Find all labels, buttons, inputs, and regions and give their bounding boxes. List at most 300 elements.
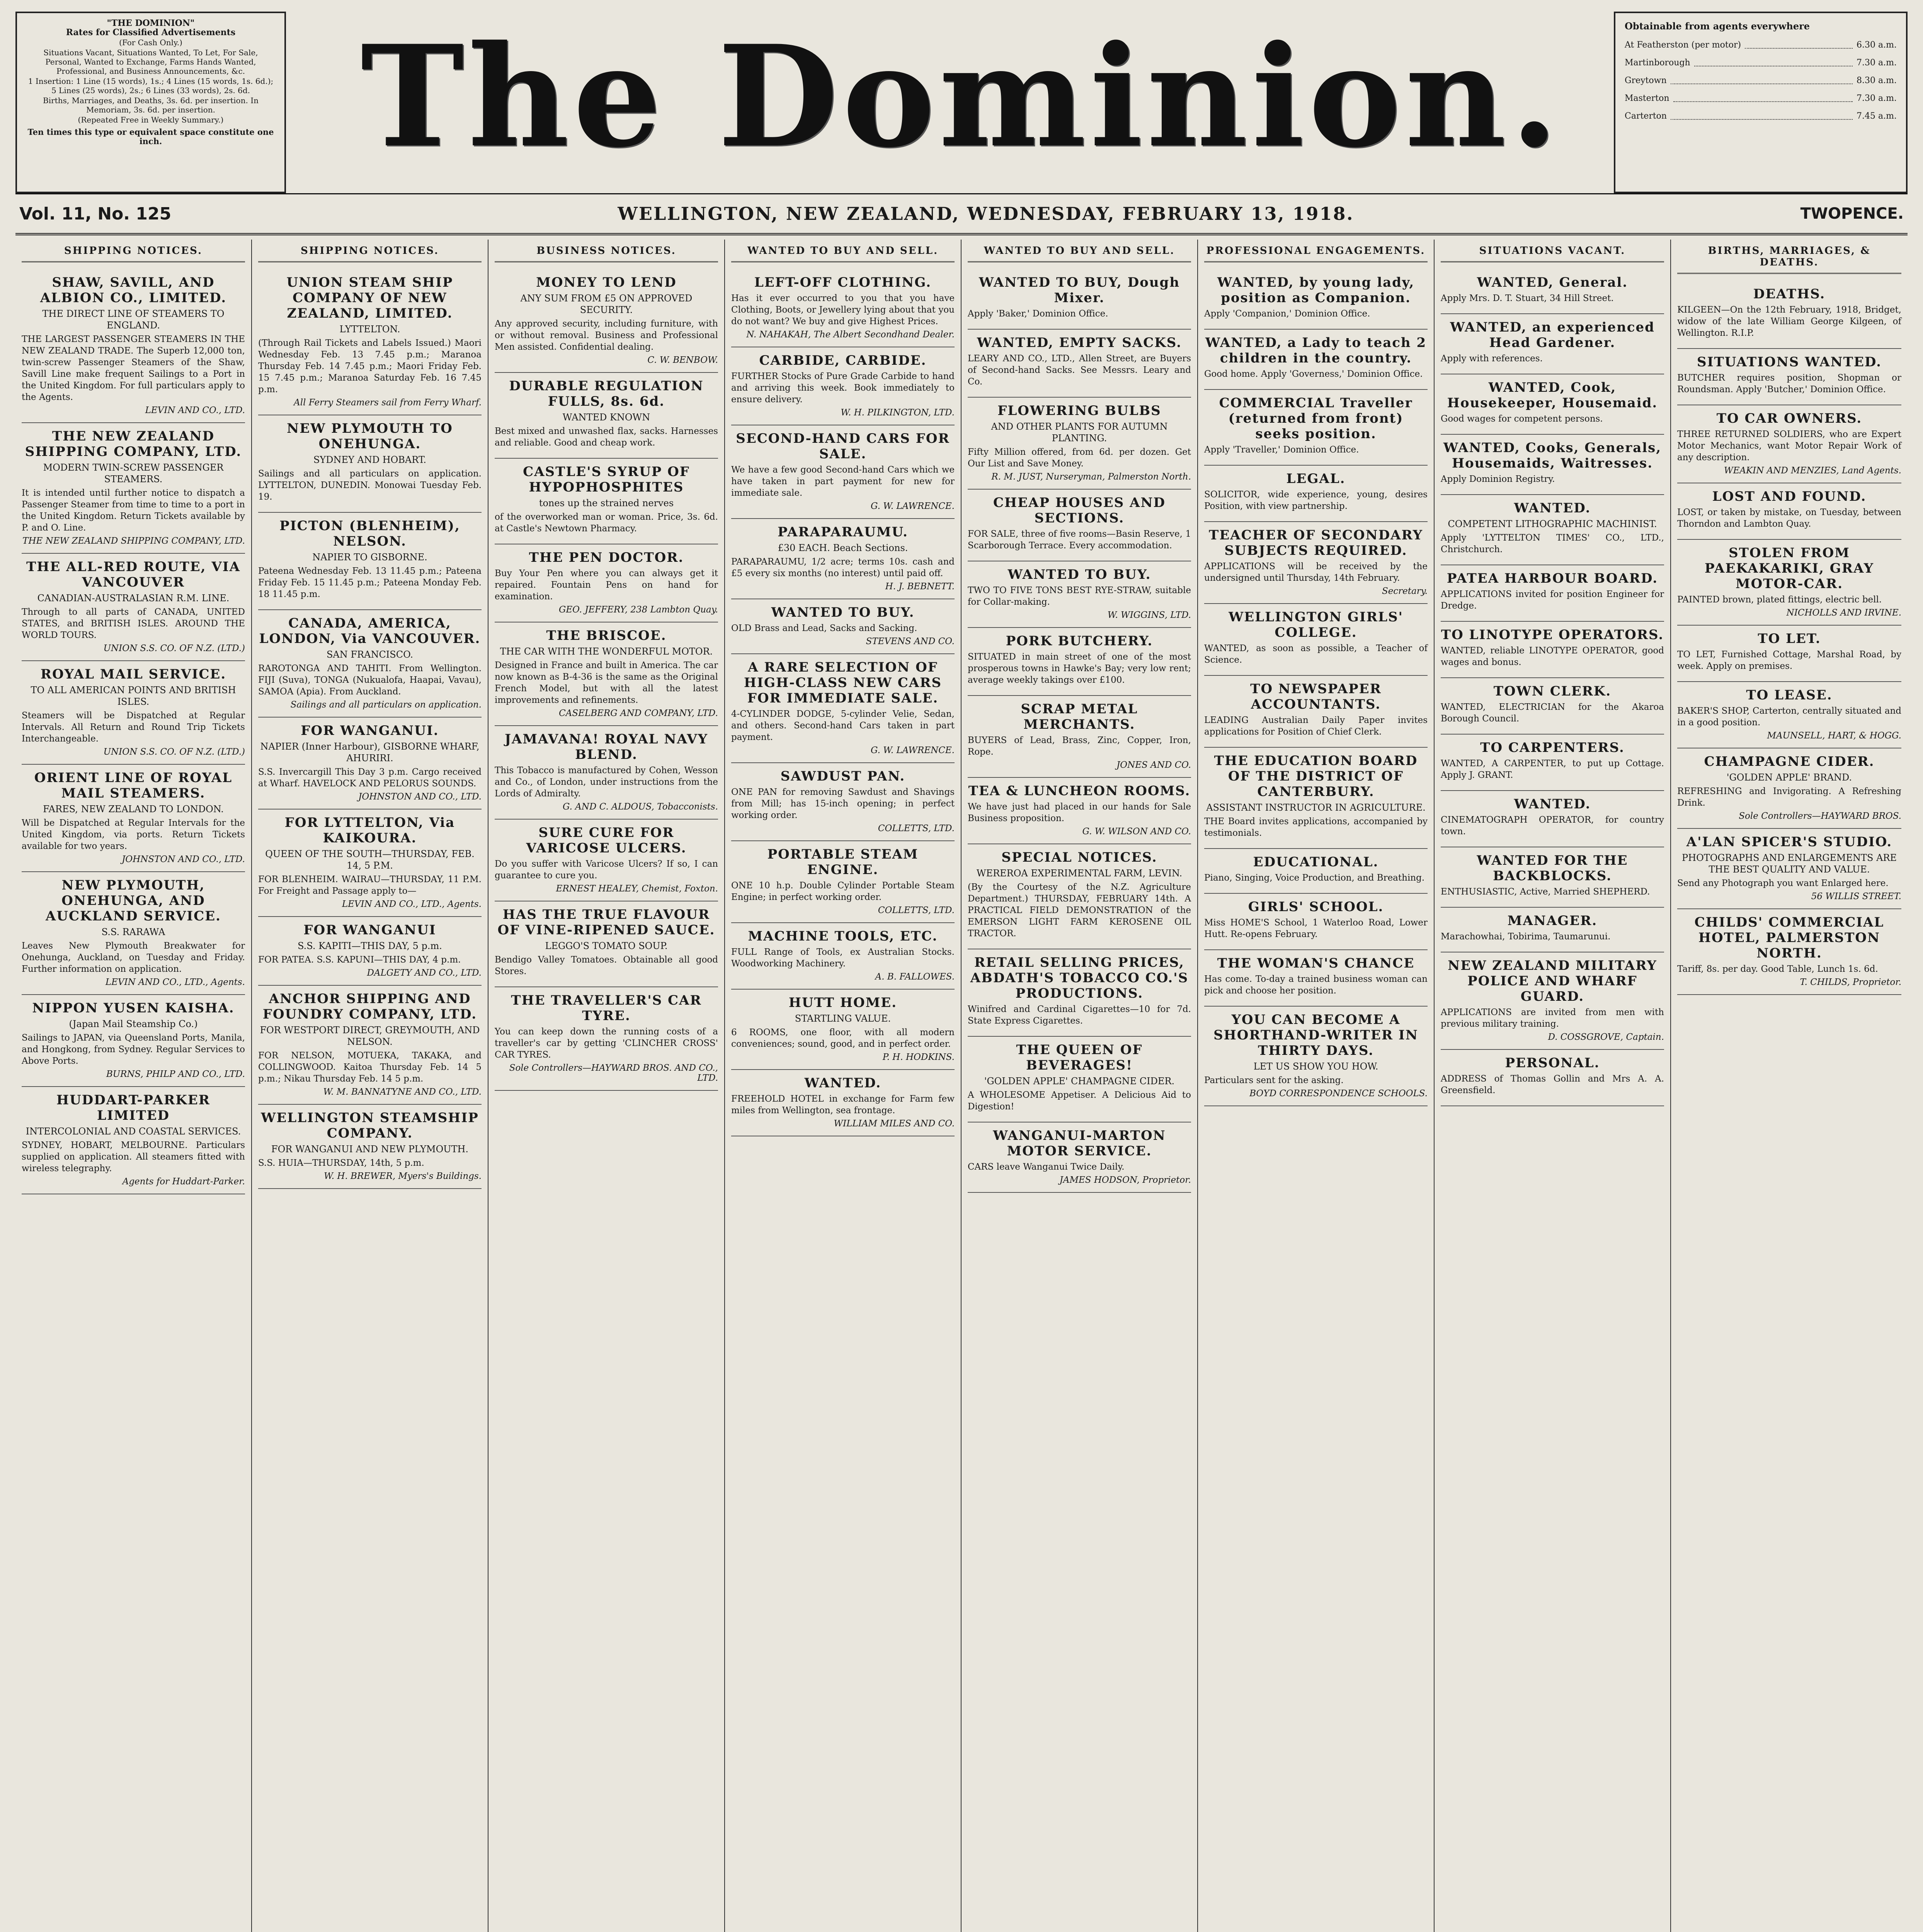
ad-body: APPLICATIONS are invited from men with previous military training. — [1441, 1007, 1664, 1029]
advertisement — [1677, 540, 1901, 626]
advertisement — [731, 519, 955, 599]
ad-subtitle: ASSISTANT INSTRUCTOR IN AGRICULTURE. — [1206, 802, 1426, 813]
advertisement — [1204, 849, 1428, 894]
ad-body: ADDRESS of Thomas Gollin and Mrs A. A. Greensfield. — [1441, 1074, 1664, 1095]
ad-body: Will be Dispatched at Regular Intervals for the United Kingdom, via ports. Return Tickets available for two years. — [22, 818, 245, 851]
ad-body: WANTED, A CARPENTER, to put up Cottage. Apply J. GRANT. — [1441, 759, 1664, 780]
ad-body: (By the Courtesy of the N.Z. Agriculture Department.) THURSDAY, FEBRUARY 14th. A PRACTICAL FIELD DEMONSTRATION of the EMERSON LIGHT FARM KEROSENE OIL TRACTOR. — [968, 882, 1191, 939]
advertisement — [1441, 269, 1664, 314]
ad-body: RAROTONGA AND TAHITI. From Wellington. FIJI (Suva), TONGA (Nukualofa, Haapai, Vavau), SAMOA (Apia). From Auckland. — [258, 663, 482, 697]
advertisement — [22, 995, 245, 1087]
advertisement — [258, 917, 482, 986]
agent-row: Masterton 7.30 a.m. — [1625, 90, 1897, 107]
ad-body: (Through Rail Tickets and Labels Issued.) Maori Wednesday Feb. 13 7.45 p.m.; Maranoa Thursday Feb. 14 7.45 p.m.; Maori Friday Feb. 15 7.45 p.m.; Maranoa Saturday Feb. 16 7.45 p.m. — [258, 338, 482, 395]
advertisement — [1677, 829, 1901, 909]
ad-body: Has come. To-day a trained business woman can pick and choose her position. — [1204, 974, 1428, 996]
ad-body: CARS leave Wanganui Twice Daily. — [968, 1162, 1125, 1172]
advertisement — [731, 841, 955, 923]
ad-title: ORIENT LINE OF ROYAL MAIL STEAMERS. — [34, 770, 233, 801]
advertisement — [495, 373, 718, 459]
advertisement — [258, 810, 482, 917]
ad-title: DURABLE REGULATION FULLS, 8s. 6d. — [509, 378, 704, 409]
ad-signature: Sailings and all particulars on application. — [290, 700, 482, 710]
ad-body: Good home. Apply 'Governess,' Dominion Office. — [1204, 369, 1423, 379]
ad-body: S.S. Invercargill This Day 3 p.m. Cargo received at Wharf. HAVELOCK AND PELORUS SOUNDS. — [258, 767, 482, 789]
ad-signature: DALGETY AND CO., LTD. — [367, 968, 482, 978]
advertisement — [731, 425, 955, 519]
ad-title: CASTLE'S SYRUP OF HYPOPHOSPHITES — [523, 464, 690, 495]
advertisement — [258, 415, 482, 513]
ad-title: UNION STEAM SHIP COMPANY OF NEW ZEALAND, LIMITED. — [286, 275, 453, 321]
rates-tail: Ten times this type or equivalent space constitute one inch. — [27, 127, 274, 146]
ad-body: Sailings to JAPAN, via Queensland Ports, Manila, and Hongkong, from Sydney. Regular Services to Above Ports. — [22, 1033, 245, 1066]
ad-signature: LEVIN AND CO., LTD., Agents. — [105, 977, 245, 987]
column-4 — [725, 240, 962, 1932]
ad-subtitle: S.S. KAPITI—THIS DAY, 5 p.m. — [298, 940, 442, 951]
ad-title: THE BRISCOE. — [546, 628, 667, 643]
ad-title: MANAGER. — [1507, 913, 1598, 929]
column-heading: WANTED TO BUY AND SELL. — [968, 240, 1191, 262]
advertisement — [1204, 1007, 1428, 1106]
advertisement — [968, 561, 1191, 628]
column-1 — [15, 240, 252, 1932]
advertisement — [731, 269, 955, 347]
ad-title: ANCHOR SHIPPING AND FOUNDRY COMPANY, LTD. — [262, 991, 477, 1022]
advertisement — [1441, 791, 1664, 847]
ad-signature: W. H. PILKINGTON, LTD. — [841, 408, 955, 418]
rates-line: Situations Vacant, Situations Wanted, To Let, For Sale, Personal, Wanted to Exchange, Farms Hands Wanted, Professional, and Business Announcements, &c. — [43, 48, 258, 76]
ad-signature: Agents for Huddart-Parker. — [122, 1177, 245, 1187]
ad-body: Winifred and Cardinal Cigarettes—10 for 7d. State Express Cigarettes. — [968, 1004, 1191, 1026]
ad-body: Piano, Singing, Voice Production, and Breathing. — [1204, 873, 1425, 883]
ad-signature: STEVENS AND CO. — [866, 636, 955, 646]
advertisement — [1441, 735, 1664, 791]
ad-title: WANTED. — [804, 1075, 882, 1091]
ad-title: THE NEW ZEALAND SHIPPING COMPANY, LTD. — [25, 429, 242, 459]
ad-title: STOLEN FROM PAEKAKARIKI, GRAY MOTOR-CAR. — [1704, 545, 1874, 592]
advertisement — [22, 423, 245, 554]
column-7 — [1435, 240, 1671, 1932]
rates-heading: "THE DOMINION" — [107, 18, 195, 28]
column-3 — [488, 240, 725, 1932]
ad-title: FOR WANGANUI. — [301, 723, 439, 738]
ad-title: THE TRAVELLER'S CAR TYRE. — [511, 993, 702, 1024]
ad-body: ONE PAN for removing Sawdust and Shavings from Mill; has 15-inch opening; in perfect working order. — [731, 787, 955, 820]
ad-body: We have a few good Second-hand Cars which we have taken in part payment for new for immediate sale. — [731, 465, 955, 498]
ad-body: WANTED, ELECTRICIAN for the Akaroa Borough Council. — [1441, 702, 1664, 724]
ad-title: WANTED TO BUY, Dough Mixer. — [979, 275, 1180, 306]
ad-signature: D. COSSGROVE, Captain. — [1548, 1032, 1664, 1042]
ad-title: LEGAL. — [1286, 471, 1346, 486]
ad-subtitle: tones up the strained nerves — [539, 498, 674, 509]
ad-title: RETAIL SELLING PRICES, ABDATH'S TOBACCO CO.'S PRODUCTIONS. — [970, 955, 1189, 1001]
ad-title: CARBIDE, CARBIDE. — [759, 353, 927, 368]
ad-subtitle: STARTLING VALUE. — [795, 1013, 891, 1024]
column-heading: WANTED TO BUY AND SELL. — [731, 240, 955, 262]
ad-subtitle: LYTTELTON. — [339, 324, 400, 335]
ad-title: TOWN CLERK. — [1493, 684, 1612, 699]
ad-body: ONE 10 h.p. Double Cylinder Portable Steam Engine; in perfect working order. — [731, 881, 955, 902]
advertisement — [731, 990, 955, 1070]
advertisement — [1204, 748, 1428, 849]
advertisement — [22, 872, 245, 995]
advertisement — [1441, 435, 1664, 495]
ad-title: NIPPON YUSEN KAISHA. — [32, 1000, 235, 1016]
ad-signature: G. W. WILSON AND CO. — [1082, 827, 1191, 837]
advertisement — [1204, 330, 1428, 390]
advertisement — [258, 513, 482, 610]
ad-title: WANTED, a Lady to teach 2 children in the country. — [1205, 335, 1427, 366]
ad-title: WANTED, Cook, Housekeeper, Housemaid. — [1447, 380, 1658, 411]
ad-body: 4-CYLINDER DODGE, 5-cylinder Velie, Sedan, and others. Second-hand Cars taken in part payment. — [731, 709, 955, 742]
ad-title: JAMAVANA! ROYAL NAVY BLEND. — [504, 731, 708, 762]
ad-subtitle: SYDNEY AND HOBART. — [313, 454, 427, 465]
ad-body: FOR SALE, three of five rooms—Basin Reserve, 1 Scarborough Terrace. Every accommodation. — [968, 529, 1191, 551]
ad-signature: Sole Controllers—HAYWARD BROS. AND CO., LTD. — [509, 1063, 718, 1083]
ad-signature: COLLETTS, LTD. — [878, 823, 955, 833]
ad-body: LEADING Australian Daily Paper invites applications for Position of Chief Clerk. — [1204, 715, 1428, 737]
advertisement — [1441, 374, 1664, 435]
ad-signature: JOHNSTON AND CO., LTD. — [358, 792, 482, 802]
ad-body: Has it ever occurred to you that you have Clothing, Boots, or Jewellery lying about that you do not want? We buy and give Highest Prices. — [731, 293, 955, 327]
advertisement — [968, 1037, 1191, 1122]
ad-title: PORTABLE STEAM ENGINE. — [767, 847, 919, 878]
ad-title: SAWDUST PAN. — [780, 769, 905, 784]
advertisement — [1204, 522, 1428, 604]
advertisement — [1204, 950, 1428, 1007]
ad-body: We have just had placed in our hands for Sale Business proposition. — [968, 802, 1191, 823]
agent-row: Greytown 8.30 a.m. — [1625, 72, 1897, 90]
ad-body: It is intended until further notice to dispatch a Passenger Steamer from time to time to a port in the United Kingdom. Return Tickets available by P. and O. Line. — [22, 488, 245, 533]
ad-title: LEFT-OFF CLOTHING. — [754, 275, 932, 290]
ad-signature: WEAKIN AND MENZIES, Land Agents. — [1724, 466, 1901, 476]
ad-body: Apply with references. — [1441, 354, 1543, 364]
ad-body: TO LET, Furnished Cottage, Marshal Road, by week. Apply on premises. — [1677, 650, 1901, 671]
ad-body: FOR PATEA. S.S. KAPUNI—THIS DAY, 4 p.m. — [258, 955, 461, 965]
rates-subheading: Rates for Classified Advertisements — [66, 27, 236, 37]
dateline-bar — [15, 193, 1908, 235]
ad-title: FLOWERING BULBS — [997, 403, 1161, 418]
ad-title: SURE CURE FOR VARICOSE ULCERS. — [526, 825, 687, 856]
column-2 — [252, 240, 488, 1932]
column-heading: SHIPPING NOTICES. — [22, 240, 245, 262]
advertisement — [22, 554, 245, 661]
column-heading: BIRTHS, MARRIAGES, & DEATHS. — [1677, 240, 1901, 274]
ad-title: TO LINOTYPE OPERATORS. — [1441, 627, 1664, 643]
ad-subtitle: 'GOLDEN APPLE' CHAMPAGNE CIDER. — [984, 1076, 1175, 1087]
ad-title: THE EDUCATION BOARD OF THE DISTRICT OF CANTERBURY. — [1214, 753, 1418, 799]
ad-subtitle: WEREROA EXPERIMENTAL FARM, LEVIN. — [976, 868, 1183, 879]
dateline: WELLINGTON, NEW ZEALAND, WEDNESDAY, FEBRUARY 13, 1918. — [618, 203, 1354, 224]
advertisement — [1441, 565, 1664, 622]
ad-body: WANTED, reliable LINOTYPE OPERATOR, good wages and bonus. — [1441, 646, 1664, 667]
ad-title: SPECIAL NOTICES. — [1001, 850, 1157, 865]
ad-subtitle: INTERCOLONIAL AND COASTAL SERVICES. — [26, 1126, 241, 1137]
ad-signature: JAMES HODSON, Proprietor. — [1059, 1175, 1191, 1185]
ad-body: A WHOLESOME Appetiser. A Delicious Aid to Digestion! — [968, 1090, 1191, 1112]
advertisement — [1677, 626, 1901, 682]
advertisement — [968, 844, 1191, 949]
advertisement — [22, 661, 245, 765]
advertisement — [1677, 405, 1901, 483]
ad-title: THE PEN DOCTOR. — [529, 550, 684, 565]
ad-signature: W. H. BREWER, Myers's Buildings. — [324, 1171, 482, 1181]
column-8 — [1671, 240, 1908, 1932]
ad-body: S.S. HUIA—THURSDAY, 14th, 5 p.m. — [258, 1158, 424, 1168]
ad-body: Steamers will be Dispatched at Regular Intervals. All Return and Round Trip Tickets Interchangeable. — [22, 711, 245, 744]
ad-signature: CASELBERG AND COMPANY, LTD. — [559, 708, 718, 718]
advertisement — [495, 726, 718, 820]
ad-title: PARAPARAUMU. — [778, 524, 908, 540]
ad-title: FOR WANGANUI — [303, 922, 436, 938]
ad-subtitle: TO ALL AMERICAN POINTS AND BRITISH ISLES. — [31, 685, 236, 707]
ad-subtitle: 'GOLDEN APPLE' BRAND. — [1726, 772, 1852, 783]
ad-title: CHAMPAGNE CIDER. — [1704, 754, 1875, 769]
ad-body: THE LARGEST PASSENGER STEAMERS IN THE NEW ZEALAND TRADE. The Superb 12,000 ton, twin-screw Passenger Steamers of the Shaw, Savill Line make frequent Sailings to a Port in the United Kingdom. For full particulars apply to the Agents. — [22, 334, 245, 402]
ad-signature: THE NEW ZEALAND SHIPPING COMPANY, LTD. — [22, 536, 245, 546]
ad-signature: Secretary. — [1382, 586, 1428, 596]
ad-signature: W. WIGGINS, LTD. — [1107, 610, 1191, 620]
ad-subtitle: NAPIER TO GISBORNE. — [312, 552, 427, 563]
ad-signature: 56 WILLIS STREET. — [1811, 891, 1901, 901]
ad-subtitle: AND OTHER PLANTS FOR AUTUMN PLANTING. — [991, 421, 1168, 444]
columns-grid — [15, 240, 1908, 1932]
ad-body: ENTHUSIASTIC, Active, Married SHEPHERD. — [1441, 887, 1650, 897]
ad-body: LEARY AND CO., LTD., Allen Street, are Buyers of Second-hand Sacks. See Messrs. Leary and Co. — [968, 354, 1191, 387]
ad-signature: JONES AND CO. — [1116, 760, 1191, 770]
advertisement — [1441, 952, 1664, 1050]
ad-signature: WILLIAM MILES AND CO. — [834, 1119, 955, 1129]
ad-body: BUYERS of Lead, Brass, Zinc, Copper, Iron, Rope. — [968, 735, 1191, 757]
ad-signature: Sole Controllers—HAYWARD BROS. — [1739, 811, 1901, 821]
ad-body: SOLICITOR, wide experience, young, desires Position, with view partnership. — [1204, 490, 1428, 511]
ad-title: MONEY TO LEND — [536, 275, 677, 290]
ad-body: This Tobacco is manufactured by Cohen, Wesson and Co., of London, under instructions from the Lords of Admiralty. — [495, 765, 718, 799]
ad-title: WANTED, General. — [1477, 275, 1628, 290]
advertisement — [731, 763, 955, 841]
ad-body: TWO TO FIVE TONS BEST RYE-STRAW, suitable for Collar-making. — [968, 585, 1191, 607]
ad-title: WANTED FOR THE BACKBLOCKS. — [1477, 853, 1628, 884]
ad-subtitle: MODERN TWIN-SCREW PASSENGER STEAMERS. — [43, 462, 224, 485]
ad-body: KILGEEN—On the 12th February, 1918, Bridget, widow of the late William George Kilgeen, of Wellington. R.I.P. — [1677, 305, 1901, 338]
ad-signature: A. B. FALLOWES. — [875, 972, 955, 982]
ad-title: NEW PLYMOUTH TO ONEHUNGA. — [287, 421, 453, 452]
advertisement — [1677, 682, 1901, 748]
ad-body: Apply 'Companion,' Dominion Office. — [1204, 309, 1370, 319]
advertisement — [258, 1105, 482, 1189]
ad-title: PORK BUTCHERY. — [1006, 633, 1153, 649]
ad-title: GIRLS' SCHOOL. — [1248, 899, 1384, 915]
advertisement — [731, 599, 955, 654]
agents-box — [1614, 12, 1908, 193]
ad-signature: ERNEST HEALEY, Chemist, Foxton. — [556, 884, 718, 894]
agents-heading: Obtainable from agents everywhere — [1625, 20, 1810, 32]
advertisement — [1677, 483, 1901, 540]
ad-body: Good wages for competent persons. — [1441, 414, 1603, 424]
ad-title: THE QUEEN OF BEVERAGES! — [1016, 1042, 1143, 1073]
ad-subtitle: £30 EACH. Beach Sections. — [778, 543, 908, 553]
ad-signature: G. W. LAWRENCE. — [871, 501, 955, 511]
ad-title: WANGANUI-MARTON MOTOR SERVICE. — [993, 1128, 1166, 1159]
ad-title: EDUCATIONAL. — [1253, 854, 1379, 870]
advertisement — [968, 949, 1191, 1037]
column-heading: SITUATIONS VACANT. — [1441, 240, 1664, 262]
ad-body: FREEHOLD HOTEL in exchange for Farm few miles from Wellington, sea frontage. — [731, 1094, 955, 1116]
ad-subtitle: PHOTOGRAPHS AND ENLARGEMENTS ARE THE BEST QUALITY AND VALUE. — [1681, 852, 1897, 875]
advertisement — [1441, 622, 1664, 678]
ad-subtitle: THE CAR WITH THE WONDERFUL MOTOR. — [500, 646, 713, 657]
ad-title: A RARE SELECTION OF HIGH-CLASS NEW CARS FOR IMMEDIATE SALE. — [744, 660, 942, 706]
advertisement — [1441, 678, 1664, 735]
ad-signature: R. M. JUST, Nurseryman, Palmerston North. — [991, 472, 1191, 482]
advertisement — [495, 987, 718, 1091]
ad-title: TO NEWSPAPER ACCOUNTANTS. — [1250, 681, 1382, 712]
ad-title: FOR LYTTELTON, Via KAIKOURA. — [284, 815, 455, 846]
advertisement — [968, 269, 1191, 330]
ad-subtitle: QUEEN OF THE SOUTH—THURSDAY, FEB. 14, 5 P.M. — [265, 849, 475, 871]
ad-title: PERSONAL. — [1505, 1055, 1600, 1071]
advertisement — [968, 330, 1191, 398]
ad-signature: W. M. BANNATYNE AND CO., LTD. — [323, 1087, 482, 1097]
advertisement — [968, 778, 1191, 844]
advertisement — [731, 1070, 955, 1136]
ad-signature: P. H. HODKINS. — [882, 1052, 955, 1062]
ad-title: COMMERCIAL Traveller (returned from front) seeks position. — [1219, 395, 1413, 442]
ad-body: Bendigo Valley Tomatoes. Obtainable all good Stores. — [495, 955, 718, 976]
rates-line: 1 Insertion: 1 Line (15 words), 1s.; 4 Lines (15 words, 1s. 6d.); 5 Lines (25 words), 2s.; 6 Lines (33 words), 2s. 6d. — [28, 77, 274, 95]
newspaper-title: The Dominion. — [361, 15, 1562, 178]
advertisement — [495, 459, 718, 544]
ad-title: CHILDS' COMMERCIAL HOTEL, PALMERSTON NORTH. — [1694, 915, 1884, 961]
column-5 — [962, 240, 1198, 1932]
ad-subtitle: WANTED KNOWN — [562, 412, 650, 423]
ad-body: APPLICATIONS will be received by the undersigned until Thursday, 14th February. — [1204, 561, 1428, 583]
ad-body: Leaves New Plymouth Breakwater for Onehunga, Auckland, on Tuesday and Friday. Further information on application. — [22, 941, 245, 974]
column-heading: BUSINESS NOTICES. — [495, 240, 718, 262]
ad-body: Apply Mrs. D. T. Stuart, 34 Hill Street. — [1441, 293, 1614, 303]
classified-rates-box — [15, 12, 286, 193]
ad-title: SCRAP METAL MERCHANTS. — [1021, 701, 1138, 732]
ad-body: Through to all parts of CANADA, UNITED STATES, and BRITISH ISLES. AROUND THE WORLD TOURS. — [22, 607, 245, 640]
ad-body: Marachowhai, Tobirima, Taumarunui. — [1441, 932, 1611, 942]
advertisement — [1441, 908, 1664, 952]
newspaper-page — [15, 12, 1908, 1932]
ad-body: Apply Dominion Registry. — [1441, 474, 1555, 484]
ad-title: PATEA HARBOUR BOARD. — [1447, 571, 1658, 586]
ad-body: PAINTED brown, plated fittings, electric bell. — [1677, 595, 1882, 605]
ad-body: FOR BLENHEIM. WAIRAU—THURSDAY, 11 P.M. For Freight and Passage apply to— — [258, 874, 482, 896]
ad-body: BUTCHER requires position, Shopman or Roundsman. Apply 'Butcher,' Dominion Office. — [1677, 373, 1901, 395]
ad-signature: All Ferry Steamers sail from Ferry Wharf. — [294, 398, 482, 408]
ad-title: WANTED. — [1514, 500, 1591, 516]
ad-title: CHEAP HOUSES AND SECTIONS. — [993, 495, 1166, 526]
ad-title: HUDDART-PARKER LIMITED — [56, 1092, 210, 1123]
ad-title: TEA & LUNCHEON ROOMS. — [968, 783, 1191, 799]
ad-body: SITUATED in main street of one of the most prosperous towns in Hawke's Bay; very low rent; average weekly takings over £100. — [968, 652, 1191, 685]
ad-body: Apply 'LYTTELTON TIMES' CO., LTD., Christchurch. — [1441, 533, 1664, 554]
ad-signature: MAUNSELL, HART, & HOGG. — [1767, 731, 1901, 741]
ad-title: WELLINGTON GIRLS' COLLEGE. — [1229, 609, 1403, 640]
advertisement — [1677, 281, 1901, 349]
ad-title: MACHINE TOOLS, ETC. — [748, 929, 938, 944]
ad-title: TO LEASE. — [1746, 687, 1833, 703]
ad-title: SITUATIONS WANTED. — [1697, 354, 1882, 370]
ad-title: WANTED, EMPTY SACKS. — [977, 335, 1182, 350]
advertisement — [1441, 1050, 1664, 1106]
advertisement — [731, 347, 955, 425]
ad-body: Do you suffer with Varicose Ulcers? If so, I can guarantee to cure you. — [495, 859, 718, 881]
ad-signature: BURNS, PHILP AND CO., LTD. — [106, 1069, 245, 1079]
advertisement — [22, 765, 245, 872]
ad-title: WELLINGTON STEAMSHIP COMPANY. — [261, 1110, 479, 1141]
advertisement — [1677, 748, 1901, 829]
advertisement — [968, 490, 1191, 561]
advertisement — [731, 923, 955, 990]
ad-signature: LEVIN AND CO., LTD., Agents. — [342, 899, 482, 909]
ad-title: PICTON (BLENHEIM), NELSON. — [279, 518, 460, 549]
advertisement — [968, 696, 1191, 778]
advertisement — [258, 986, 482, 1105]
advertisement — [1204, 269, 1428, 330]
column-heading: SHIPPING NOTICES. — [258, 240, 482, 262]
ad-title: HAS THE TRUE FLAVOUR OF VINE-RIPENED SAUCE. — [497, 907, 715, 938]
ad-title: WANTED, an experienced Head Gardener. — [1450, 320, 1655, 350]
ad-subtitle: FARES, NEW ZEALAND TO LONDON. — [43, 804, 224, 815]
ad-body: Apply 'Traveller,' Dominion Office. — [1204, 445, 1359, 455]
advertisement — [731, 654, 955, 763]
ad-body: APPLICATIONS invited for position Engineer for Dredge. — [1441, 589, 1664, 611]
ad-title: WANTED TO BUY. — [771, 605, 915, 620]
advertisement — [495, 269, 718, 373]
ad-title: THE WOMAN'S CHANCE — [1217, 956, 1415, 971]
ad-body: OLD Brass and Lead, Sacks and Sacking. — [731, 623, 917, 633]
ad-body: Send any Photograph you want Enlarged here. — [1677, 878, 1889, 888]
ad-title: YOU CAN BECOME A SHORTHAND-WRITER IN THIRTY DAYS. — [1213, 1012, 1418, 1058]
ad-body: Best mixed and unwashed flax, sacks. Harnesses and reliable. Good and cheap work. — [495, 426, 718, 448]
advertisement — [1677, 909, 1901, 995]
advertisement — [1441, 495, 1664, 565]
ad-signature: N. NAHAKAH, The Albert Secondhand Dealer. — [746, 330, 955, 340]
ad-subtitle: SAN FRANCISCO. — [326, 649, 413, 660]
ad-subtitle: (Japan Mail Steamship Co.) — [69, 1019, 198, 1029]
advertisement — [968, 1122, 1191, 1193]
advertisement — [495, 901, 718, 987]
ad-body: Apply 'Baker,' Dominion Office. — [968, 309, 1108, 319]
rates-line: Births, Marriages, and Deaths, 3s. 6d. per insertion. In Memoriam, 3s. 6d. per insertion. — [43, 96, 259, 114]
ad-signature: UNION S.S. CO. OF N.Z. (LTD.) — [103, 747, 245, 757]
ad-title: CANADA, AMERICA, LONDON, Via VANCOUVER. — [259, 616, 481, 646]
ad-body: BAKER'S SHOP, Carterton, centrally situated and in a good position. — [1677, 706, 1901, 728]
ad-subtitle: LET US SHOW YOU HOW. — [1253, 1061, 1378, 1072]
ad-title: WANTED, by young lady, position as Companion. — [1217, 275, 1415, 306]
advertisement — [258, 269, 482, 415]
ad-body: Particulars sent for the asking. — [1204, 1075, 1344, 1085]
advertisement — [1204, 604, 1428, 676]
ad-body: Tariff, 8s. per day. Good Table, Lunch 1s. 6d. — [1677, 964, 1878, 974]
advertisement — [258, 718, 482, 810]
ad-body: SYDNEY, HOBART, MELBOURNE. Particulars supplied on application. All steamers fitted with wireless telegraphy. — [22, 1140, 245, 1173]
ad-signature: LEVIN AND CO., LTD. — [145, 405, 245, 415]
ad-title: HUTT HOME. — [788, 995, 897, 1010]
ad-body: Fifty Million offered, from 6d. per dozen. Get Our List and Save Money. — [968, 447, 1191, 469]
ad-body: Buy Your Pen where you can always get it repaired. Fountain Pens on hand for examination. — [495, 568, 718, 602]
masthead — [15, 12, 1908, 236]
ad-body: Designed in France and built in America. The car now known as B-4-36 is the same as the Original French Model, but with all the latest improvements and refinements. — [495, 660, 718, 705]
price: TWOPENCE. — [1800, 205, 1904, 223]
ad-body: You can keep down the running costs of a traveller's car by getting 'CLINCHER CROSS' CAR TYRES. — [495, 1027, 718, 1060]
ad-subtitle: ANY SUM FROM £5 ON APPROVED SECURITY. — [520, 293, 693, 315]
ad-title: A'LAN SPICER'S STUDIO. — [1686, 834, 1892, 850]
